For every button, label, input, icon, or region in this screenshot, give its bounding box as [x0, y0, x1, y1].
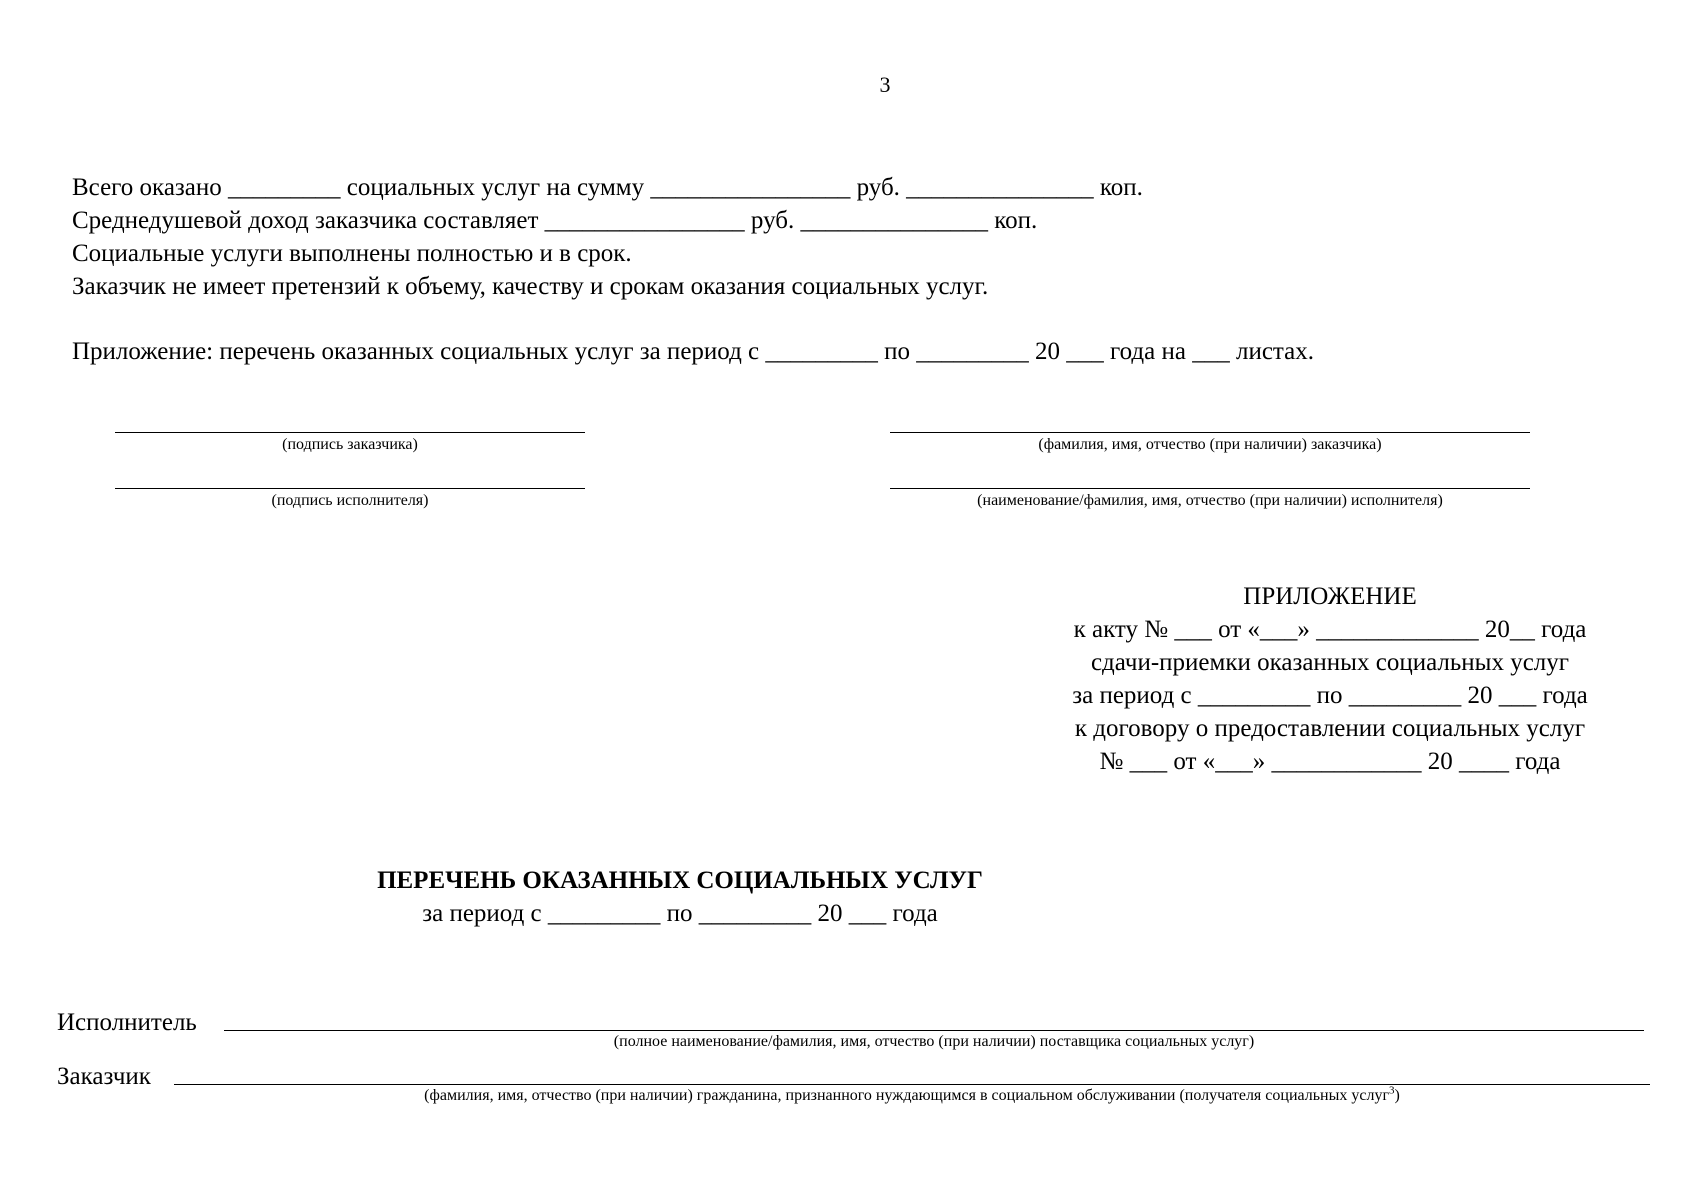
customer-name-caption: (фамилия, имя, отчество (при наличии) заказчика): [1038, 436, 1382, 453]
executor-fill-line: [224, 1030, 1644, 1031]
appendix-line-acceptance: сдачи-приемки оказанных социальных услуг: [1090, 649, 1570, 676]
no-claims-line: Заказчик не имеет претензий к объему, качеству и срокам оказания социальных услуг.: [72, 273, 989, 300]
customer-label: Заказчик: [57, 1063, 151, 1090]
total-services-line: Всего оказано _________ социальных услуг на сумму ________________ руб. _______________ коп.: [72, 174, 1143, 201]
customer-signature-caption: (подпись заказчика): [282, 436, 418, 453]
page-number: 3: [879, 72, 891, 97]
appendix-line-act: к акту № ___ от «___» _____________ 20__ года: [1073, 616, 1587, 643]
list-title: ПЕРЕЧЕНЬ ОКАЗАННЫХ СОЦИАЛЬНЫХ УСЛУГ: [377, 867, 983, 894]
customer-fill-line: [174, 1084, 1650, 1085]
attachment-line: Приложение: перечень оказанных социальных услуг за период с _________ по _________ 20 ___ года на ___ листах.: [72, 338, 1314, 365]
executor-signature-line: [115, 488, 585, 489]
customer-caption: [174, 1084, 1650, 1105]
executor-name-caption: (наименование/фамилия, имя, отчество (при наличии) исполнителя): [977, 492, 1443, 509]
executor-signature-caption: (подпись исполнителя): [271, 492, 429, 509]
appendix-line-period: за период с _________ по _________ 20 ___ года: [1072, 682, 1588, 709]
footnote-marker: 3: [1389, 1084, 1395, 1097]
customer-caption-close: ): [1394, 1087, 1400, 1104]
customer-name-line: [890, 432, 1530, 433]
customer-caption-text: (фамилия, имя, отчество (при наличии) гражданина, признанного нуждающимся в социальном обслуживании (получателя социальных услуг: [424, 1087, 1389, 1104]
appendix-title: ПРИЛОЖЕНИЕ: [1243, 583, 1417, 610]
executor-label: Исполнитель: [57, 1009, 197, 1036]
appendix-line-contract: к договору о предоставлении социальных услуг: [1074, 715, 1586, 742]
services-complete-line: Социальные услуги выполнены полностью и в срок.: [72, 240, 632, 267]
executor-caption: (полное наименование/фамилия, имя, отчество (при наличии) поставщика социальных услуг): [613, 1033, 1255, 1050]
customer-signature-line: [115, 432, 585, 433]
appendix-line-number: № ___ от «___» ____________ 20 ____ года: [1099, 748, 1561, 775]
executor-name-line: [890, 488, 1530, 489]
average-income-line: Среднедушевой доход заказчика составляет ________________ руб. _______________ коп.: [72, 207, 1038, 234]
list-period: за период с _________ по _________ 20 ___ года: [422, 900, 938, 927]
